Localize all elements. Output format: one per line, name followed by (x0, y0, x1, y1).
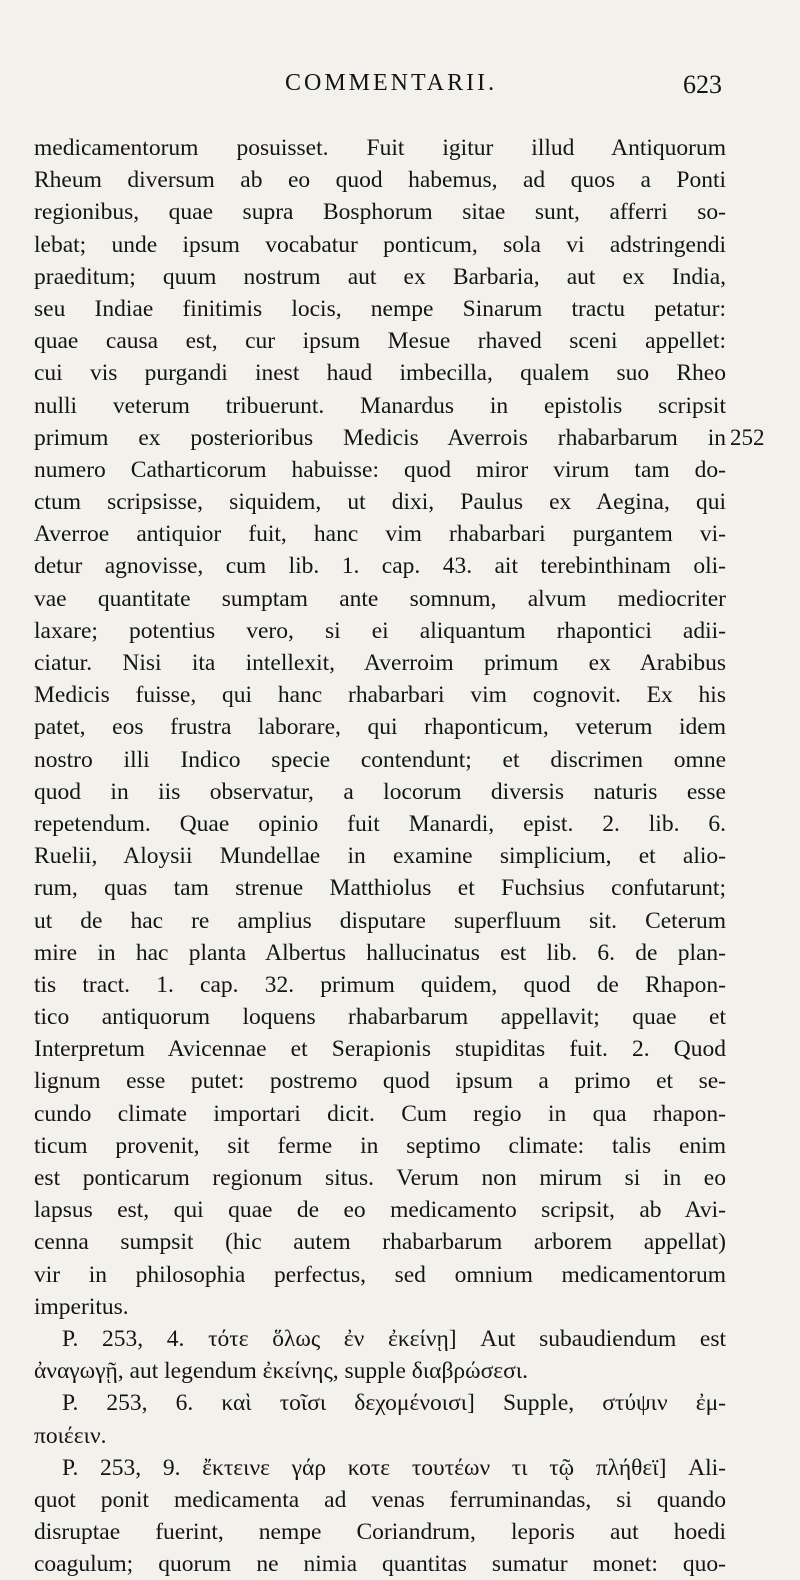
commentary-body (34, 132, 765, 1580)
page-header (0, 70, 800, 106)
running-head: COMMENTARII. (285, 70, 498, 96)
note-line: ποιέειν. (34, 1422, 107, 1449)
text-line: cundo climate importari dicit. Cum regio in qua rhapon- (34, 1100, 726, 1127)
text-line: Ruelii, Aloysii Mundellae in examine simplicium, et alio- (34, 843, 726, 870)
text-line: regionibus, quae supra Bosphorum sitae sunt, afferri so- (34, 199, 726, 226)
note-line: disruptae fuerint, nempe Coriandrum, leporis aut hoedi (34, 1519, 726, 1546)
text-line: nostro illi Indico specie contendunt; et discrimen omne (34, 746, 726, 773)
text-line: ut de hac re amplius disputare superfluum sit. Ceterum (34, 907, 726, 934)
text-line: lebat; unde ipsum vocabatur ponticum, sola vi adstringendi (34, 231, 726, 258)
note-line: P. 253, 6. καὶ τοῖσι δεχομένοισι] Supple, στύψιν ἐμ- (62, 1390, 726, 1417)
text-line: ciatur. Nisi ita intellexit, Averroim primum ex Arabibus (34, 650, 726, 676)
text-line: cenna sumpsit (hic autem rhabarbarum arborem appellat) (34, 1229, 726, 1256)
note-line: quot ponit medicamenta ad venas ferruminandas, si quando (34, 1486, 726, 1513)
text-line: lignum esse putet: postremo quod ipsum a primo et se- (34, 1068, 726, 1095)
text-line: ticum provenit, sit ferme in septimo climate: talis enim (34, 1132, 726, 1159)
text-line-with-margin-note (34, 422, 765, 454)
text-line: vir in philosophia perfectus, sed omnium medicamentorum (34, 1261, 726, 1288)
text-line: repetendum. Quae opinio fuit Manardi, epist. 2. lib. 6. (34, 810, 726, 837)
text-line: Interpretum Avicennae et Serapionis stupiditas fuit. 2. Quod (34, 1036, 726, 1063)
text-line: praeditum; quum nostrum aut ex Barbaria, aut ex India, (34, 263, 726, 290)
text-line: mire in hac planta Albertus hallucinatus est lib. 6. de plan- (34, 939, 726, 966)
text-line: Averroe antiquior fuit, hanc vim rhabarbari purgantem vi- (34, 521, 726, 548)
note-line: P. 253, 4. τότε ὅλως ἐν ἐκείνῃ] Aut subaudiendum est (62, 1325, 726, 1352)
text-line: seu Indiae finitimis locis, nempe Sinarum tractu petatur: (34, 295, 726, 322)
text-line: lapsus est, qui quae de eo medicamento scripsit, ab Avi- (34, 1197, 726, 1224)
text-line: laxare; potentius vero, si ei aliquantum rhapontici adii- (34, 617, 726, 644)
margin-page-reference: 252 (730, 424, 765, 450)
text-line: tis tract. 1. cap. 32. primum quidem, quod de Rhapon- (34, 971, 726, 998)
text-line: est ponticarum regionum situs. Verum non mirum si in eo (34, 1165, 726, 1191)
text-line: cui vis purgandi inest haud imbecilla, qualem suo Rheo (34, 360, 726, 387)
text-line: patet, eos frustra laborare, qui rhaponticum, veterum idem (34, 714, 726, 741)
note-line: ἀναγωγῇ, aut legendum ἐκείνης, supple διαβρώσεσι. (34, 1358, 529, 1385)
text-line: imperitus. (34, 1293, 129, 1320)
text-line: ctum scripsisse, siquidem, ut dixi, Paulus ex Aegina, qui (34, 489, 726, 516)
text-line: nulli veterum tribuerunt. Manardus in epistolis scripsit (34, 392, 726, 419)
text-line: medicamentorum posuisset. Fuit igitur illud Antiquorum (34, 135, 726, 161)
page-number: 623 (683, 70, 722, 99)
text-line: Medicis fuisse, qui hanc rhabarbari vim cognovit. Ex his (34, 682, 726, 709)
note-line: P. 253, 9. ἔκτεινε γάρ κοτε τουτέων τι τῷ πλήθεϊ] Ali- (62, 1454, 726, 1481)
text-line: numero Catharticorum habuisse: quod miror virum tam do- (34, 456, 726, 483)
text-line: Rheum diversum ab eo quod habemus, ad quos a Ponti (34, 167, 726, 194)
text-line: vae quantitate sumptam ante somnum, alvum mediocriter (34, 585, 726, 612)
note-line: coagulum; quorum ne nimia quantitas sumatur monet: quo- (34, 1551, 726, 1578)
text-line: detur agnovisse, cum lib. 1. cap. 43. ait terebinthinam oli- (34, 553, 726, 580)
text-line: quod in iis observatur, a locorum diversis naturis esse (34, 778, 726, 805)
text-line: primum ex posterioribus Medicis Averrois rhabarbarum in (34, 424, 726, 451)
text-line: quae causa est, cur ipsum Mesue rhaved sceni appellet: (34, 328, 726, 355)
text-line: rum, quas tam strenue Matthiolus et Fuchsius confutarunt; (34, 875, 726, 902)
text-line: tico antiquorum loquens rhabarbarum appellavit; quae et (34, 1004, 726, 1031)
